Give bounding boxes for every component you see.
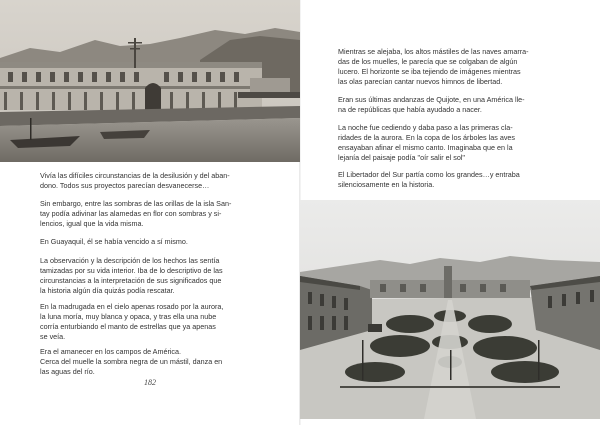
left-paragraph-2: Sin embargo, entre las sombras de las orillas de la isla San- tay podía adivinar las alamedas en flor con sombras y si- lencios, igual que la vida misma. bbox=[40, 199, 232, 228]
left-paragraph-5: En la madrugada en el cielo apenas rosado por la aurora, la luna moría, muy blanca y opaca, y tras ella una nube corría enturbiando el manto de estrellas que ya apenas se veía. bbox=[40, 302, 224, 341]
right-paragraph-3: La noche fue cediendo y daba paso a las primeras cla- ridades de la aurora. En la copa de los árboles las aves ensayaban afinar el mismo canto. Imaginaba que en la lejanía del paisaje podía "oír salir el sol" bbox=[338, 123, 515, 162]
right-paragraph-4: El Libertador del Sur partía como los grandes…y entraba silenciosamente en la historia. bbox=[338, 170, 520, 189]
right-paragraph-1: Mientras se alejaba, los altos mástiles de las naves amarra- das de los muelles, le parecía que se colgaban de algún lucero. El horizonte se iba tejiendo de imágenes mientras las olas parecían cantar nuevos himnos de libertad. bbox=[338, 47, 529, 86]
left-paragraph-1: Vivía las difíciles circunstancias de la desilusión y del aban- dono. Todos sus proyectos parecían desvanecerse… bbox=[40, 171, 230, 190]
left-paragraph-6: Era el amanecer en los campos de América. Cerca del muelle la sombra negra de un mástil, danza en las aguas del río. bbox=[40, 347, 223, 376]
photo-plaza-park bbox=[300, 200, 600, 419]
plaza-photo-drawing bbox=[300, 200, 600, 419]
page-number: 182 bbox=[144, 378, 156, 387]
left-paragraph-3: En Guayaquil, él se había vencido a sí mismo. bbox=[40, 237, 188, 246]
left-paragraph-4: La observación y la descripción de los hechos las sentía tamizadas por su vida interior. Iba de lo descriptivo de las circunstancias a la interpretación de sus significados que la historia algún día quizás podía rescatar. bbox=[40, 256, 223, 295]
photo-waterfront-buildings bbox=[0, 0, 300, 162]
waterfront-photo-drawing bbox=[0, 0, 300, 162]
right-paragraph-2: Eran sus últimas andanzas de Quijote, en una América lle- na de repúblicas que había ayudado a nacer. bbox=[338, 95, 525, 114]
